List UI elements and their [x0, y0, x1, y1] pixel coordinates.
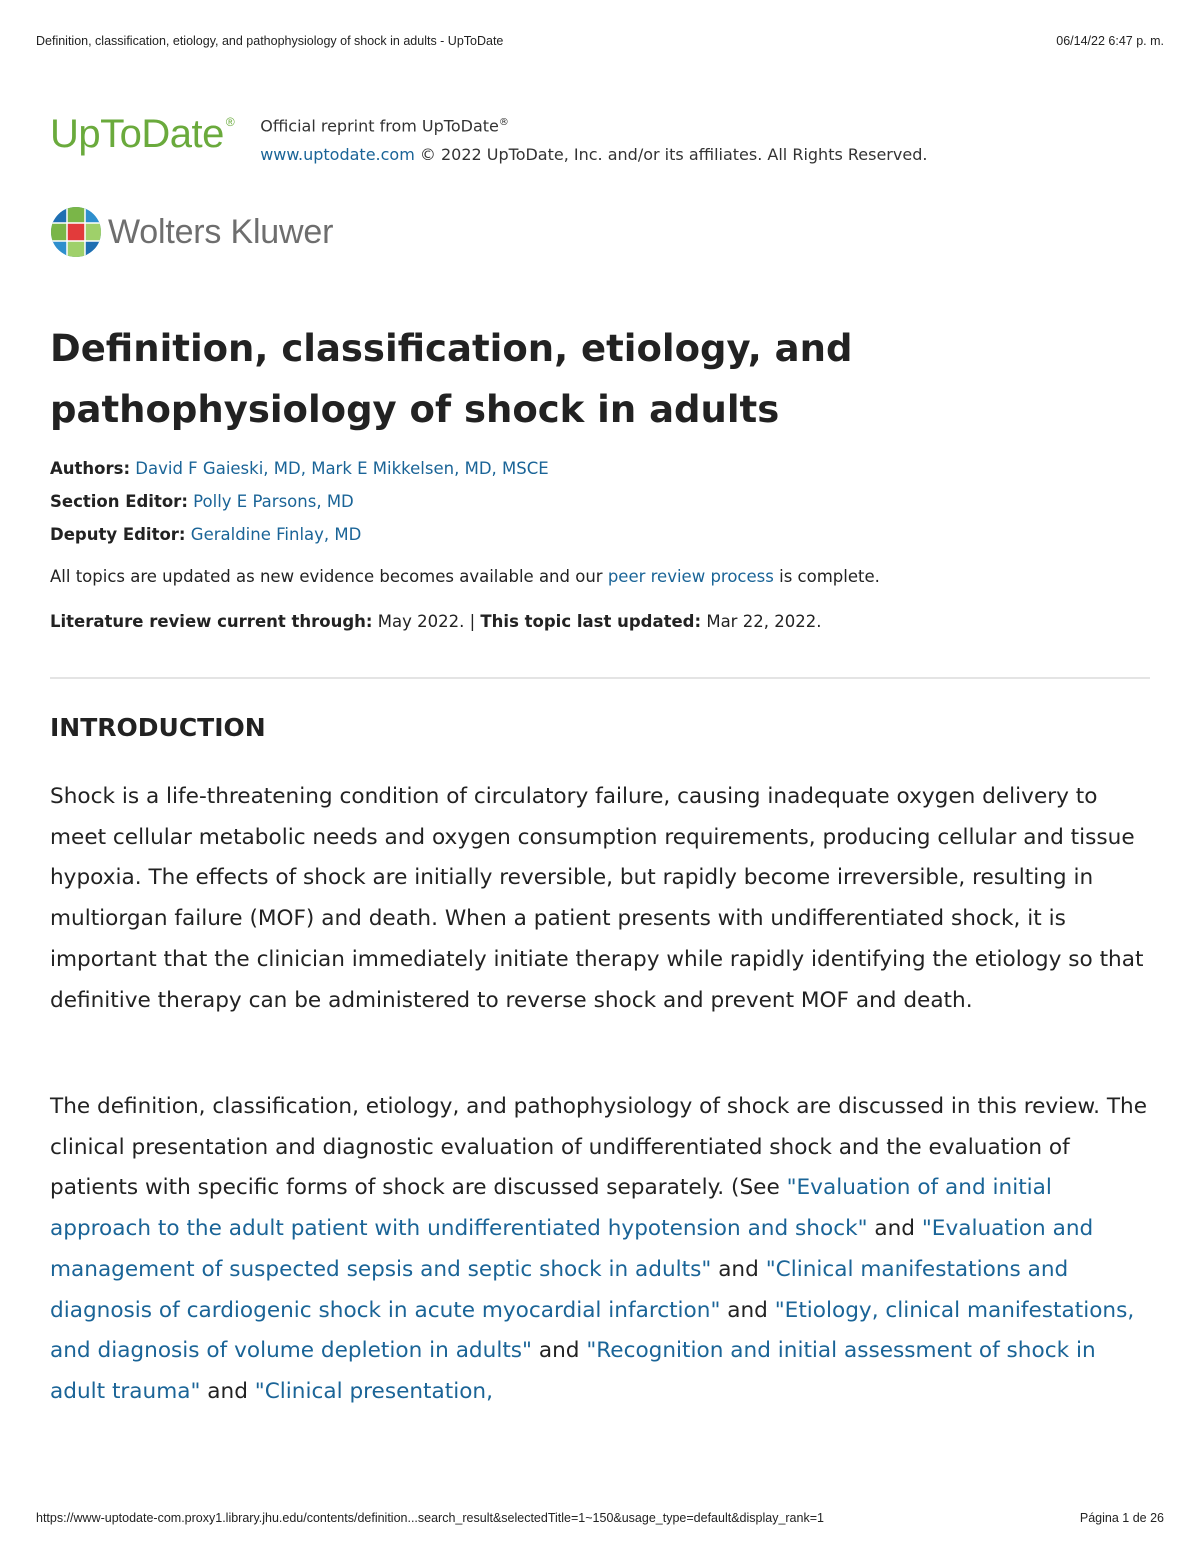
- wolters-kluwer-name: Wolters Kluwer: [108, 212, 334, 251]
- related-topic-link[interactable]: "Evaluation of and initial approach to the adult patient with undifferentiated hypotension and shock": [50, 1175, 1052, 1242]
- uptodate-site-link[interactable]: www.uptodate.com: [260, 145, 415, 165]
- print-footer: [36, 1511, 1164, 1525]
- copyright-line: [260, 140, 927, 169]
- update-note: All topics are updated as new evidence becomes available and our peer review process is complete.: [50, 567, 880, 586]
- peer-review-process-link[interactable]: peer review process: [607, 567, 774, 586]
- literature-review-label: Literature review current through:: [50, 612, 373, 631]
- article-credits: [50, 452, 549, 551]
- introduction-paragraph-1: Shock is a life-threatening condition of circulatory failure, causing inadequate oxygen delivery to meet cellular metabolic needs and oxygen consumption requirements, producing cellular and tissue hypoxia. The effects of shock are initially reversible, but rapidly become irreversible, resulting in multiorgan failure (MOF) and death. When a patient presents with undifferentiated shock, it is important that the clinician immediately initiate therapy while rapidly identifying the etiology so that definitive therapy can be administered to reverse shock and prevent MOF and death.: [50, 784, 1144, 1013]
- deputy-editor-link[interactable]: Geraldine Finlay, MD: [190, 525, 362, 544]
- deputy-editor-label: Deputy Editor:: [50, 525, 186, 544]
- related-topic-link[interactable]: "Recognition and initial assessment of shock in adult trauma": [50, 1338, 1096, 1404]
- reprint-label: Official reprint from UpToDate®: [260, 116, 509, 136]
- wolters-kluwer-logo[interactable]: [50, 206, 333, 258]
- copyright-text: © 2022 UpToDate, Inc. and/or its affiliates. All Rights Reserved.: [414, 145, 928, 165]
- section-editor-link[interactable]: Polly E Parsons, MD: [193, 492, 354, 511]
- authors-line: [50, 452, 549, 485]
- brand-row: [50, 108, 927, 169]
- last-updated-value: Mar 22, 2022.: [701, 612, 822, 631]
- print-header-datetime: 06/14/22 6:47 p. m.: [1056, 34, 1164, 48]
- section-editor-line: [50, 485, 549, 518]
- uptodate-logo[interactable]: UpToDate ®: [50, 112, 235, 156]
- print-header-title: Definition, classification, etiology, and pathophysiology of shock in adults - UpToDate: [36, 34, 504, 48]
- print-header: [36, 34, 1164, 48]
- article-title: Definition, classification, etiology, and pathophysiology of shock in adults: [50, 327, 853, 431]
- wolters-kluwer-globe-icon: [50, 206, 102, 258]
- last-updated-label: This topic last updated:: [480, 612, 702, 631]
- authors-link[interactable]: David F Gaieski, MD, Mark E Mikkelsen, MD, MSCE: [135, 459, 549, 478]
- print-footer-page: Página 1 de 26: [1079, 1511, 1164, 1525]
- divider: [50, 677, 1150, 679]
- authors-label: Authors:: [50, 459, 131, 478]
- reprint-notice: [260, 108, 927, 169]
- print-footer-url: https://www-uptodate-com.proxy1.library.jhu.edu/contents/definition...search_result&selectedTitle=1~150&usage_type=default&display_rank=1: [36, 1511, 824, 1525]
- related-topic-link[interactable]: "Evaluation and management of suspected sepsis and septic shock in adults": [50, 1216, 1094, 1282]
- related-topic-link[interactable]: "Clinical manifestations and diagnosis of cardiogenic shock in acute myocardial infarction": [50, 1256, 1069, 1323]
- deputy-editor-line: [50, 518, 549, 551]
- related-topic-link[interactable]: "Clinical presentation,: [254, 1378, 493, 1404]
- related-topic-link[interactable]: "Etiology, clinical manifestations, and diagnosis of volume depletion in adults": [50, 1297, 1135, 1364]
- introduction-paragraph-2: The definition, classification, etiology, and pathophysiology of shock are discussed in this review. The clinical presentation and diagnostic evaluation of undifferentiated shock and the evaluation of patients with specific forms of shock are discussed separately. (See "Evaluation of and initial approach to the adult patient with undifferentiated hypotension and shock" and "Evaluation and management of suspected sepsis and septic shock in adults" and "Clinical manifestations and diagnosis of cardiogenic shock in acute myocardial infarction" and "Etiology, clinical manifestations, and diagnosis of volume depletion in adults" and "Recognition and initial assessment of shock in adult trauma" and "Clinical presentation,: [50, 1094, 1148, 1404]
- review-dates: [50, 607, 821, 637]
- section-editor-label: Section Editor:: [50, 492, 188, 511]
- introduction-heading: INTRODUCTION: [50, 713, 266, 742]
- literature-review-value: May 2022. |: [372, 612, 481, 631]
